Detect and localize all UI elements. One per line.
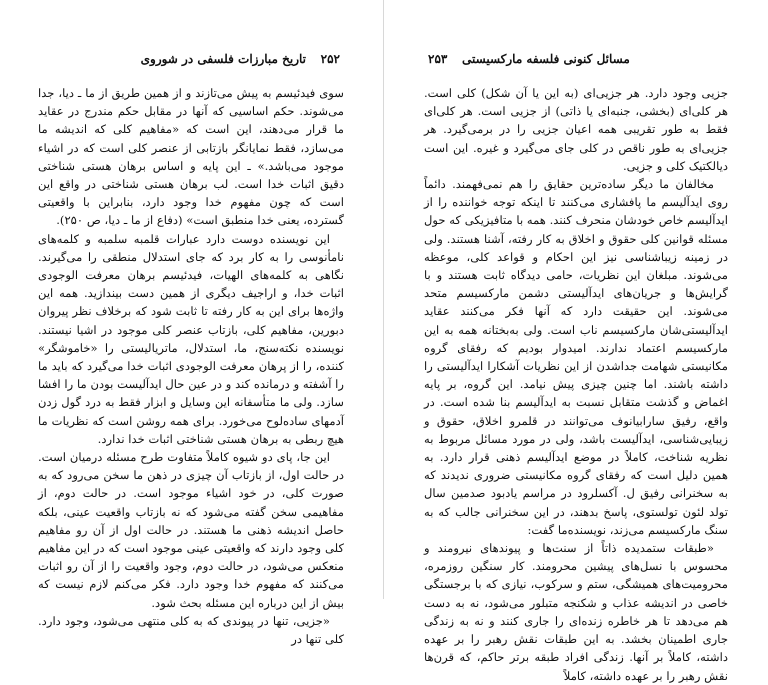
left-page	[0, 0, 384, 647]
left-page-body	[38, 84, 344, 648]
left-paragraph-1: سوی فیدئیسم به پیش می‌تازند و از همین طریق از ما ـ دیا، جدا می‌شوند. حکم اساسیی که آنها در مقابل حکم مندرج در عقاید ما قرار می‌دهند، این است که «مفاهیم کلی که اندیشه ما می‌سازد، فقط نمایانگر بازتابی از عنصر کلی است که در اشیاء موجود می‌باشد.» ـ این پایه و اساس برهان هستی شناختی دقیق اثبات خدا است. لب برهان هستی شناختی در واقع این است که چون مفهوم خدا وجود دارد، بنابراین با واقعیتی گسترده، یعنی خدا منطبق است» (دفاع از ما ـ دیا، ص ۲۵۰).	[38, 86, 344, 228]
right-page-body	[424, 84, 728, 685]
right-paragraph-3: «طبقات ستمدیده ذاتاً از سنت‌ها و پیوندهای نیرومند و محسوس با نسل‌های پیشین محرومند. کار سنگین روزمره، محرومیت‌های همیشگی، ستم و سرکوب، نیازی که با برجستگی خاصی در اندیشه عذاب و شکنجه متبلور می‌شود، نه به دست هم می‌دهد تا هر خاطره زنده‌ای را جاری کنند و نه به زندگی جاری اطمینان بخشد. به این طبقات نقش رهبر را بر عهده داشته، کاملاً بر آنها. زندگی افراد طبقه برتر حاکم، که قرن‌ها نقش رهبر را بر عهده داشته، کاملاً	[424, 541, 728, 683]
left-running-title: تاریخ مبارزات فلسفی در شوروی	[140, 52, 306, 66]
right-page	[384, 0, 768, 683]
left-paragraph-4: «جزیی، تنها در پیوندی که به کلی منتهی می‌شود، وجود دارد. کلی تنها در	[38, 613, 344, 647]
left-page-header	[40, 52, 340, 68]
left-paragraph-2: این نویسنده دوست دارد عبارات قلمبه سلمبه و کلمه‌های نامأنوسی را به کار برد که جای استدلال منطقی را می‌گیرند. نگاهی به کلمه‌های الهیات، فیدئیسم برهان معرفت الوجودی اثبات خدا، و اراجیف دیگری از همین دست بیندازید. همه این واژه‌ها برای این به کار رفته تا ثابت شود که برخلاف نظر پیروان دبورین، مفاهیم کلی، بازتاب عنصر کلی موجود در اشیا نیستند. نویسنده نکته‌سنج، ما، استدلال، ماتریالیستی را «خاموشگر» کننده، را از پرهان معرفت الوجودی اثبات خدا می‌گیرد که باید ما را آشفته و درمانده کند و در عین حال ایدآلیست بودن ما را افشا سازد. ولی ما متأسفانه این وسایل و ابزار فقط به درد گول زدن آدمهای ساده‌لوح می‌خورد. برای همه روشن است که نظریات ما هیچ ربطی به برهان هستی شناختی اثبات خدا ندارد.	[38, 231, 344, 446]
right-paragraph-1: جزیی وجود دارد. هر جزیی‌ای (به این یا آن شکل) کلی است. هر کلی‌ای (بخشی، جنبه‌ای یا ذاتی) از جزیی است. هر کلی‌ای فقط به طور تقریبی همه اعیان جزیی را در برمی‌گیرد. هر جزیی‌ای به طور ناقص در کلی جای می‌گیرد و غیره. این است دیالکتیک کلی و جزیی.	[424, 86, 728, 173]
right-page-number: ۲۵۳	[428, 52, 448, 66]
right-page-header	[428, 52, 724, 68]
left-paragraph-3: این جا، پای دو شیوه کاملاً متفاوت طرح مسئله درمیان است. در حالت اول، از بازتاب آن چیزی در ذهن ما سخن می‌رود که به صورت کلی، در خود اشیاء موجود است. در حالت دوم، از مفاهیمی سخن گفته می‌شود که نه بازتاب واقعیت عینی، بلکه حاصل اندیشه ذهنی ما هستند. در حالت اول از آن رو مفاهیم کلی وجود دارند که واقعیتی عینی موجود است که در این مفاهیم منعکس می‌شود، در حالت دوم، وجود واقعیت را از آن رو اثبات می‌کنند که مفهوم خدا وجود دارد. فکر می‌کنم لازم نیست که بیش از این درباره این مسئله بحث شود.	[38, 450, 344, 610]
right-running-title: مسائل کنونی فلسفه مارکسیستی	[462, 52, 630, 66]
right-paragraph-2: مخالفان ما دیگر ساده‌ترین حقایق را هم نمی‌فهمند. دائماً روی ایدآلیسم ما پافشاری می‌کنند تا اینکه توجه خواننده را از ایدآلیسم خاص خودشان منحرف کنند. همه با متافیزیکی که حول مسئله قوانین کلی حقوق و اخلاق به کار رفته، آشنا هستند. ولی در زمینه زیباشناسی نیز این احکام و قواعد کلی، موعظه می‌شوند. مبلغان این نظریات، حامی دیدگاه ثابت هستند و با گرایش‌ها و جریان‌های ایدآلیستی دشمن مارکسیسم متحد می‌شوند. این حقیقت دارد که آنها فکر می‌کنند عقاید ایدآلیستی‌شان مارکسیسم ناب است. ولی به‌بختانه همه به این مارکسیسم اعتماد ندارند. امیدوار بودیم که رفقای گروه مکانیستی شهامت جداشدن از این نظریات آشکارا ایدآلیستی را داشته باشند. اما چنین چیزی پیش نیامد. این گروه، بر پایه اغماض و گذشت متقابل نسبت به ایدآلیسم بنا شده است. در واقع، رفیق سارابیانوف می‌توانند در قلمرو اخلاق، حقوق و زیبایی‌شناسی، ایدآلیست باشد، ولی در مورد مسائل مربوط به نظریه شناخت، کاملاً در موضع ایدآلیسم ذهنی قرار دارد. به همین دلیل است که رفقای گروه مکانیستی ضروری ندیدند که به سخنرانی رفیق ل. آکسلرود در مراسم یادبود صدمین سال تولد لئون تولستوی، پاسخ بدهند، در این سخنرانی جالب که به سنگ مارکسیسم می‌زند، نویسنده‌ما گفت:	[424, 177, 728, 537]
left-page-number: ۲۵۲	[320, 52, 340, 66]
